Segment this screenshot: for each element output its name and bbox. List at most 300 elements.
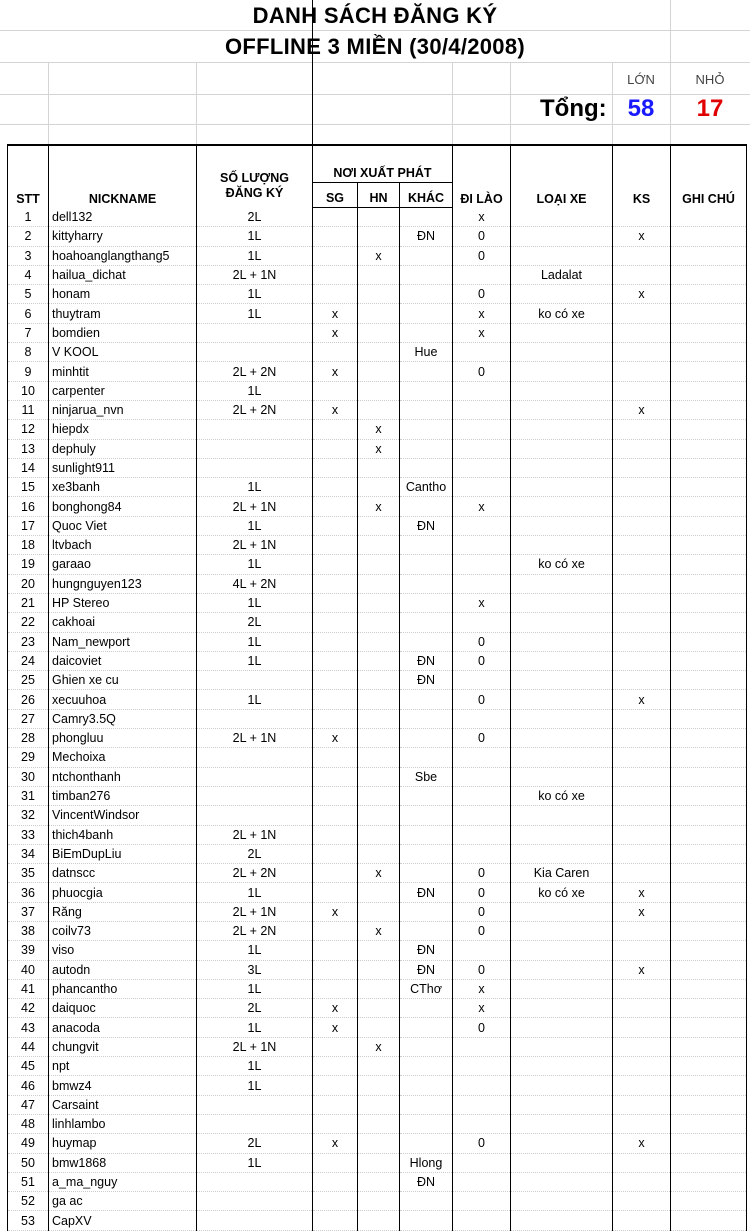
cell-quantity: 2L + 1N	[197, 825, 313, 844]
cell-ks	[613, 767, 671, 786]
cell-nickname: Mechoixa	[49, 748, 197, 767]
cell-nickname: Răng	[49, 902, 197, 921]
cell-sg	[313, 1192, 358, 1211]
cell-nickname: ninjarua_nvn	[49, 400, 197, 419]
cell-nickname: carpenter	[49, 381, 197, 400]
table-row	[8, 941, 747, 960]
cell-sg	[313, 1095, 358, 1114]
cell-ks	[613, 844, 671, 863]
cell-other	[400, 362, 453, 381]
cell-stt: 11	[8, 400, 49, 419]
cell-sg	[313, 1076, 358, 1095]
cell-stt: 52	[8, 1192, 49, 1211]
cell-sg	[313, 806, 358, 825]
cell-quantity: 2L + 1N	[197, 497, 313, 516]
cell-nickname: daicoviet	[49, 651, 197, 670]
cell-stt: 2	[8, 227, 49, 246]
cell-ks	[613, 1153, 671, 1172]
cell-nickname: V KOOL	[49, 343, 197, 362]
cell-note	[671, 1134, 747, 1153]
cell-note	[671, 999, 747, 1018]
cell-sg	[313, 921, 358, 940]
col-quantity	[197, 145, 313, 208]
cell-quantity: 2L + 1N	[197, 536, 313, 555]
cell-ks: x	[613, 883, 671, 902]
cell-nickname: npt	[49, 1057, 197, 1076]
cell-dilao	[453, 767, 511, 786]
cell-dilao	[453, 458, 511, 477]
cell-note	[671, 921, 747, 940]
cell-car-type	[511, 651, 613, 670]
table-row	[8, 748, 747, 767]
col-nickname: NICKNAME	[49, 145, 197, 208]
cell-car-type	[511, 960, 613, 979]
cell-dilao	[453, 709, 511, 728]
cell-hn	[358, 400, 400, 419]
cell-car-type	[511, 227, 613, 246]
cell-dilao: 0	[453, 1018, 511, 1037]
cell-car-type	[511, 208, 613, 227]
cell-ks	[613, 574, 671, 593]
cell-ks	[613, 632, 671, 651]
cell-dilao	[453, 1076, 511, 1095]
cell-ks	[613, 613, 671, 632]
cell-nickname: xecuuhoa	[49, 690, 197, 709]
col-car-type: LOẠI XE	[511, 145, 613, 208]
cell-stt: 39	[8, 941, 49, 960]
cell-ks: x	[613, 400, 671, 419]
header-row-1	[8, 145, 747, 183]
cell-other	[400, 304, 453, 323]
cell-nickname: xe3banh	[49, 478, 197, 497]
col-dilao: ĐI LÀO	[453, 145, 511, 208]
cell-quantity: 2L	[197, 613, 313, 632]
cell-quantity: 1L	[197, 593, 313, 612]
cell-stt: 30	[8, 767, 49, 786]
table-row	[8, 227, 747, 246]
cell-dilao	[453, 1114, 511, 1133]
cell-dilao	[453, 1057, 511, 1076]
cell-hn	[358, 786, 400, 805]
cell-nickname: kittyharry	[49, 227, 197, 246]
cell-sg	[313, 420, 358, 439]
cell-sg	[313, 574, 358, 593]
cell-ks	[613, 208, 671, 227]
table-row	[8, 265, 747, 284]
cell-stt: 5	[8, 285, 49, 304]
cell-stt: 20	[8, 574, 49, 593]
cell-hn	[358, 806, 400, 825]
cell-quantity: 2L + 1N	[197, 729, 313, 748]
cell-nickname: phancantho	[49, 979, 197, 998]
cell-hn	[358, 748, 400, 767]
cell-ks	[613, 1076, 671, 1095]
cell-sg	[313, 709, 358, 728]
cell-nickname: phuocgia	[49, 883, 197, 902]
cell-note	[671, 478, 747, 497]
cell-car-type	[511, 1037, 613, 1056]
cell-note	[671, 786, 747, 805]
cell-note	[671, 1076, 747, 1095]
cell-sg: x	[313, 729, 358, 748]
cell-other	[400, 420, 453, 439]
cell-other: ĐN	[400, 651, 453, 670]
cell-dilao: x	[453, 208, 511, 227]
cell-dilao	[453, 536, 511, 555]
cell-stt: 33	[8, 825, 49, 844]
cell-dilao	[453, 1211, 511, 1230]
cell-ks	[613, 748, 671, 767]
cell-other	[400, 921, 453, 940]
cell-hn	[358, 1211, 400, 1230]
cell-sg	[313, 246, 358, 265]
cell-sg	[313, 979, 358, 998]
cell-hn	[358, 593, 400, 612]
cell-ks	[613, 536, 671, 555]
table-row	[8, 729, 747, 748]
cell-quantity: 3L	[197, 960, 313, 979]
cell-note	[671, 690, 747, 709]
cell-stt: 38	[8, 921, 49, 940]
cell-quantity: 2L + 1N	[197, 265, 313, 284]
table-row	[8, 555, 747, 574]
cell-nickname: hoahoanglangthang5	[49, 246, 197, 265]
cell-other	[400, 864, 453, 883]
cell-stt: 10	[8, 381, 49, 400]
table-row	[8, 304, 747, 323]
table-row	[8, 1018, 747, 1037]
cell-car-type	[511, 709, 613, 728]
cell-sg	[313, 960, 358, 979]
col-quantity-line1: SỐ LƯỢNG	[220, 170, 289, 185]
cell-nickname: daiquoc	[49, 999, 197, 1018]
cell-quantity	[197, 748, 313, 767]
cell-car-type	[511, 902, 613, 921]
cell-quantity	[197, 709, 313, 728]
cell-other	[400, 1134, 453, 1153]
cell-quantity	[197, 343, 313, 362]
cell-car-type	[511, 285, 613, 304]
cell-quantity	[197, 1172, 313, 1191]
cell-quantity: 1L	[197, 1057, 313, 1076]
cell-quantity: 1L	[197, 381, 313, 400]
cell-sg	[313, 439, 358, 458]
table-row	[8, 1153, 747, 1172]
cell-hn	[358, 1114, 400, 1133]
cell-note	[671, 864, 747, 883]
cell-car-type: Kia Caren	[511, 864, 613, 883]
cell-ks	[613, 265, 671, 284]
cell-note	[671, 497, 747, 516]
cell-stt: 23	[8, 632, 49, 651]
cell-car-type	[511, 1114, 613, 1133]
cell-other	[400, 806, 453, 825]
cell-dilao	[453, 1172, 511, 1191]
cell-nickname: timban276	[49, 786, 197, 805]
cell-car-type	[511, 516, 613, 535]
cell-sg	[313, 593, 358, 612]
cell-ks	[613, 458, 671, 477]
cell-hn	[358, 632, 400, 651]
cell-hn	[358, 1134, 400, 1153]
cell-note	[671, 516, 747, 535]
cell-stt: 46	[8, 1076, 49, 1095]
cell-sg	[313, 381, 358, 400]
cell-car-type	[511, 1018, 613, 1037]
cell-ks: x	[613, 227, 671, 246]
cell-ks	[613, 304, 671, 323]
cell-ks	[613, 825, 671, 844]
cell-note	[671, 1211, 747, 1230]
cell-other	[400, 844, 453, 863]
cell-ks	[613, 343, 671, 362]
col-hn: HN	[358, 183, 400, 208]
cell-car-type	[511, 497, 613, 516]
cell-note	[671, 806, 747, 825]
cell-nickname: phongluu	[49, 729, 197, 748]
cell-other	[400, 999, 453, 1018]
cell-stt: 34	[8, 844, 49, 863]
cell-hn: x	[358, 497, 400, 516]
cell-dilao: 0	[453, 864, 511, 883]
cell-note	[671, 1192, 747, 1211]
cell-ks	[613, 979, 671, 998]
cell-stt: 53	[8, 1211, 49, 1230]
cell-car-type	[511, 1134, 613, 1153]
table-row	[8, 439, 747, 458]
cell-quantity	[197, 1211, 313, 1230]
small-label: NHỎ	[695, 72, 725, 87]
cell-hn: x	[358, 1037, 400, 1056]
cell-sg	[313, 343, 358, 362]
cell-other: ĐN	[400, 1172, 453, 1191]
cell-sg	[313, 767, 358, 786]
cell-sg: x	[313, 304, 358, 323]
cell-note	[671, 1018, 747, 1037]
cell-sg	[313, 478, 358, 497]
cell-hn	[358, 362, 400, 381]
cell-hn	[358, 1172, 400, 1191]
cell-car-type	[511, 921, 613, 940]
cell-quantity	[197, 323, 313, 342]
cell-stt: 41	[8, 979, 49, 998]
cell-quantity	[197, 458, 313, 477]
cell-note	[671, 1153, 747, 1172]
cell-car-type	[511, 825, 613, 844]
cell-dilao: 0	[453, 960, 511, 979]
cell-sg	[313, 1211, 358, 1230]
table-row	[8, 343, 747, 362]
cell-sg	[313, 864, 358, 883]
cell-stt: 50	[8, 1153, 49, 1172]
cell-other	[400, 265, 453, 284]
cell-dilao	[453, 786, 511, 805]
cell-stt: 25	[8, 671, 49, 690]
cell-other	[400, 574, 453, 593]
cell-quantity: 1L	[197, 1076, 313, 1095]
col-origin: NƠI XUẤT PHÁT	[313, 145, 453, 183]
cell-note	[671, 902, 747, 921]
cell-stt: 22	[8, 613, 49, 632]
cell-dilao	[453, 343, 511, 362]
cell-car-type	[511, 632, 613, 651]
cell-dilao	[453, 1192, 511, 1211]
cell-sg: x	[313, 400, 358, 419]
cell-note	[671, 632, 747, 651]
cell-car-type: ko có xe	[511, 786, 613, 805]
cell-sg	[313, 825, 358, 844]
cell-note	[671, 304, 747, 323]
cell-car-type: ko có xe	[511, 304, 613, 323]
cell-hn	[358, 671, 400, 690]
cell-note	[671, 574, 747, 593]
cell-stt: 37	[8, 902, 49, 921]
table-row	[8, 1134, 747, 1153]
cell-car-type	[511, 458, 613, 477]
large-label: LỚN	[627, 72, 655, 87]
cell-sg	[313, 536, 358, 555]
cell-hn	[358, 844, 400, 863]
cell-note	[671, 458, 747, 477]
cell-hn	[358, 381, 400, 400]
cell-stt: 49	[8, 1134, 49, 1153]
table-row	[8, 864, 747, 883]
cell-ks: x	[613, 690, 671, 709]
cell-stt: 24	[8, 651, 49, 670]
cell-nickname: minhtit	[49, 362, 197, 381]
cell-hn	[358, 265, 400, 284]
cell-stt: 18	[8, 536, 49, 555]
cell-sg	[313, 941, 358, 960]
cell-car-type: ko có xe	[511, 883, 613, 902]
cell-hn: x	[358, 864, 400, 883]
cell-stt: 28	[8, 729, 49, 748]
cell-ks	[613, 362, 671, 381]
cell-stt: 9	[8, 362, 49, 381]
cell-note	[671, 400, 747, 419]
col-ks: KS	[613, 145, 671, 208]
cell-hn	[358, 343, 400, 362]
table-row	[8, 1114, 747, 1133]
cell-hn	[358, 1192, 400, 1211]
cell-nickname: bmw1868	[49, 1153, 197, 1172]
cell-hn	[358, 478, 400, 497]
cell-car-type	[511, 478, 613, 497]
cell-quantity: 2L + 2N	[197, 864, 313, 883]
cell-quantity: 1L	[197, 690, 313, 709]
cell-ks	[613, 478, 671, 497]
col-sg: SG	[313, 183, 358, 208]
cell-quantity: 1L	[197, 979, 313, 998]
table-row	[8, 671, 747, 690]
cell-sg	[313, 844, 358, 863]
cell-nickname: anacoda	[49, 1018, 197, 1037]
cell-other	[400, 208, 453, 227]
table-row	[8, 246, 747, 265]
cell-quantity: 1L	[197, 285, 313, 304]
cell-nickname: CapXV	[49, 1211, 197, 1230]
cell-ks	[613, 593, 671, 612]
cell-hn	[358, 323, 400, 342]
cell-other	[400, 729, 453, 748]
cell-nickname: autodn	[49, 960, 197, 979]
cell-note	[671, 844, 747, 863]
cell-stt: 1	[8, 208, 49, 227]
cell-dilao: 0	[453, 285, 511, 304]
cell-ks	[613, 999, 671, 1018]
cell-sg: x	[313, 1134, 358, 1153]
table-row	[8, 709, 747, 728]
cell-other: Hlong	[400, 1153, 453, 1172]
table-row	[8, 458, 747, 477]
cell-sg	[313, 497, 358, 516]
cell-other: ĐN	[400, 671, 453, 690]
cell-other: Cantho	[400, 478, 453, 497]
cell-nickname: Camry3.5Q	[49, 709, 197, 728]
cell-nickname: ltvbach	[49, 536, 197, 555]
cell-ks: x	[613, 285, 671, 304]
cell-quantity: 2L + 2N	[197, 400, 313, 419]
table-row	[8, 536, 747, 555]
cell-hn	[358, 1095, 400, 1114]
cell-ks	[613, 323, 671, 342]
cell-car-type	[511, 1095, 613, 1114]
cell-sg: x	[313, 323, 358, 342]
cell-car-type: ko có xe	[511, 555, 613, 574]
table-body	[8, 208, 747, 1231]
cell-ks	[613, 381, 671, 400]
cell-other	[400, 400, 453, 419]
table-row	[8, 1192, 747, 1211]
cell-hn	[358, 767, 400, 786]
cell-nickname: a_ma_nguy	[49, 1172, 197, 1191]
table-row	[8, 323, 747, 342]
cell-nickname: coilv73	[49, 921, 197, 940]
cell-hn	[358, 690, 400, 709]
table-row	[8, 208, 747, 227]
cell-stt: 42	[8, 999, 49, 1018]
cell-sg: x	[313, 999, 358, 1018]
cell-nickname: dell132	[49, 208, 197, 227]
cell-hn	[358, 536, 400, 555]
cell-sg	[313, 1037, 358, 1056]
cell-car-type	[511, 979, 613, 998]
cell-note	[671, 613, 747, 632]
cell-note	[671, 748, 747, 767]
cell-hn	[358, 613, 400, 632]
cell-car-type	[511, 400, 613, 419]
cell-hn	[358, 227, 400, 246]
cell-sg	[313, 285, 358, 304]
cell-stt: 26	[8, 690, 49, 709]
table-row	[8, 516, 747, 535]
cell-other	[400, 1018, 453, 1037]
cell-dilao: 0	[453, 883, 511, 902]
cell-quantity	[197, 806, 313, 825]
cell-other: ĐN	[400, 883, 453, 902]
cell-sg	[313, 265, 358, 284]
cell-dilao: x	[453, 497, 511, 516]
cell-stt: 8	[8, 343, 49, 362]
cell-quantity	[197, 420, 313, 439]
cell-nickname: honam	[49, 285, 197, 304]
cell-dilao: 0	[453, 1134, 511, 1153]
cell-hn	[358, 902, 400, 921]
cell-other: ĐN	[400, 941, 453, 960]
cell-quantity: 1L	[197, 632, 313, 651]
cell-ks	[613, 1037, 671, 1056]
cell-hn	[358, 555, 400, 574]
